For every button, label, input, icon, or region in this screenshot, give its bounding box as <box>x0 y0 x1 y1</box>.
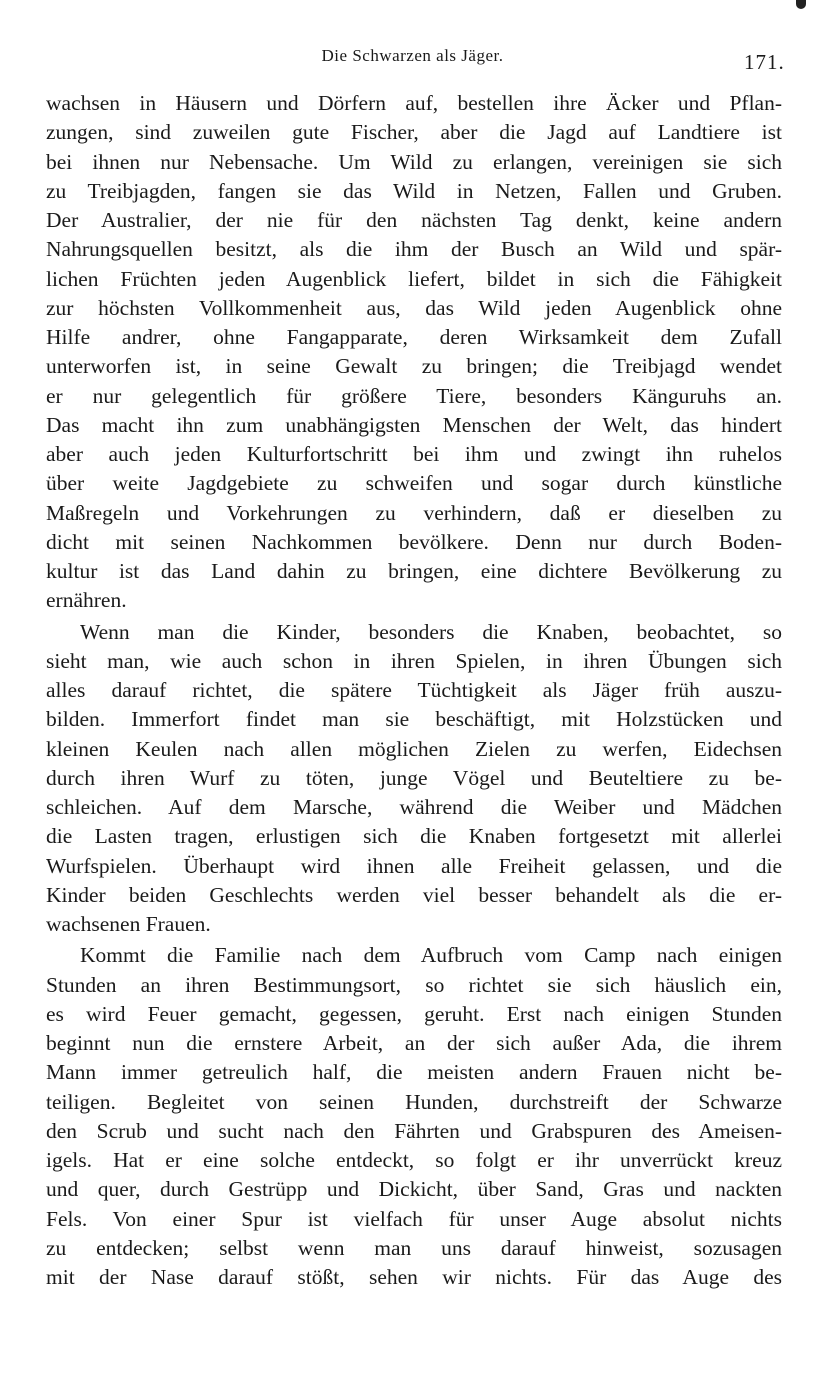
text-line: bilden. Immerfort findet man sie beschäftigt, mit Holzstücken und <box>46 707 782 732</box>
text-line: es wird Feuer gemacht, gegessen, geruht. Erst nach einigen Stunden <box>46 1001 782 1026</box>
text-line: alles darauf richtet, die spätere Tüchtigkeit als Jäger früh auszu- <box>46 678 782 702</box>
text-line: Wurfspielen. Überhaupt wird ihnen alle Freiheit gelassen, und die <box>46 853 782 878</box>
paragraph-2 <box>46 618 782 940</box>
text-line: schleichen. Auf dem Marsche, während die Weiber und Mädchen <box>46 795 782 819</box>
paragraph-1 <box>46 89 782 616</box>
text-line: dicht mit seinen Nachkommen bevölkere. Denn nur durch Boden- <box>46 529 782 554</box>
text-line: igels. Hat er eine solche entdeckt, so folgt er ihr unverrückt kreuz <box>46 1148 782 1172</box>
text-line: wachsenen Frauen. <box>46 912 211 936</box>
text-line: den Scrub und sucht nach den Fährten und Grabspuren des Ameisen- <box>46 1118 782 1143</box>
text-line: er nur gelegentlich für größere Tiere, besonders Känguruhs an. <box>46 383 782 408</box>
text-line: teiligen. Begleitet von seinen Hunden, durchstreift der Schwarze <box>46 1089 782 1114</box>
text-line: Stunden an ihren Bestimmungsort, so richtet sie sich häuslich ein, <box>46 972 782 997</box>
text-line: über weite Jagdgebiete zu schweifen und sogar durch künstliche <box>46 471 782 496</box>
text-line: kleinen Keulen nach allen möglichen Zielen zu werfen, Eidechsen <box>46 736 782 761</box>
text-line: Fels. Von einer Spur ist vielfach für unser Auge absolut nichts <box>46 1206 782 1231</box>
text-line: zu entdecken; selbst wenn man uns darauf hinweist, sozusagen <box>46 1235 782 1260</box>
text-line: zu Treibjagden, fangen sie das Wild in Netzen, Fallen und Gruben. <box>46 178 782 203</box>
text-line: zur höchsten Vollkommenheit aus, das Wild jeden Augenblick ohne <box>46 295 782 320</box>
text-line: lichen Früchten jeden Augenblick liefert, bildet in sich die Fähigkeit <box>46 266 782 291</box>
text-line: Mann immer getreulich half, die meisten andern Frauen nicht be- <box>46 1060 782 1085</box>
text-line: beginnt nun die ernstere Arbeit, an der sich außer Ada, die ihrem <box>46 1031 782 1055</box>
text-line: Nahrungsquellen besitzt, als die ihm der Busch an Wild und spär- <box>46 237 782 262</box>
text-line: und quer, durch Gestrüpp und Dickicht, über Sand, Gras und nackten <box>46 1177 782 1202</box>
running-header: Die Schwarzen als Jäger. <box>321 46 504 65</box>
text-line: mit der Nase darauf stößt, sehen wir nichts. Für das Auge des <box>46 1265 782 1289</box>
text-line: wachsen in Häusern und Dörfern auf, bestellen ihre Äcker und Pflan- <box>46 91 782 115</box>
text-line: Wenn man die Kinder, besonders die Knaben, beobachtet, so <box>80 619 782 644</box>
paragraph-3 <box>46 941 782 1292</box>
text-line: Kinder beiden Geschlechts werden viel besser behandelt als die er- <box>46 882 782 907</box>
text-line: Hilfe andrer, ohne Fangapparate, deren Wirksamkeit dem Zufall <box>46 325 782 349</box>
text-line: sieht man, wie auch schon in ihren Spielen, in ihren Übungen sich <box>46 648 782 673</box>
text-line: kultur ist das Land dahin zu bringen, eine dichtere Bevölkerung zu <box>46 559 782 583</box>
text-line: durch ihren Wurf zu töten, junge Vögel und Beuteltiere zu be- <box>46 765 782 790</box>
text-line: Maßregeln und Vorkehrungen zu verhindern, daß er dieselben zu <box>46 500 782 525</box>
text-line: die Lasten tragen, erlustigen sich die Knaben fortgesetzt mit allerlei <box>46 824 782 849</box>
ink-mark <box>796 0 806 9</box>
text-line: Kommt die Familie nach dem Aufbruch vom Camp nach einigen <box>80 943 782 968</box>
text-line: ernähren. <box>46 588 127 613</box>
text-line: bei ihnen nur Nebensache. Um Wild zu erlangen, vereinigen sie sich <box>46 149 782 174</box>
text-line: zungen, sind zuweilen gute Fischer, aber die Jagd auf Landtiere ist <box>46 120 782 145</box>
text-line: aber auch jeden Kulturfortschritt bei ihm und zwingt ihn ruhelos <box>46 442 782 466</box>
text-line: unterworfen ist, in seine Gewalt zu bringen; die Treibjagd wendet <box>46 354 782 379</box>
text-line: Der Australier, der nie für den nächsten Tag denkt, keine andern <box>46 208 782 232</box>
page-number: 171. <box>744 50 785 74</box>
body-text <box>46 89 782 1292</box>
text-line: Das macht ihn zum unabhängigsten Menschen der Welt, das hindert <box>46 412 782 437</box>
